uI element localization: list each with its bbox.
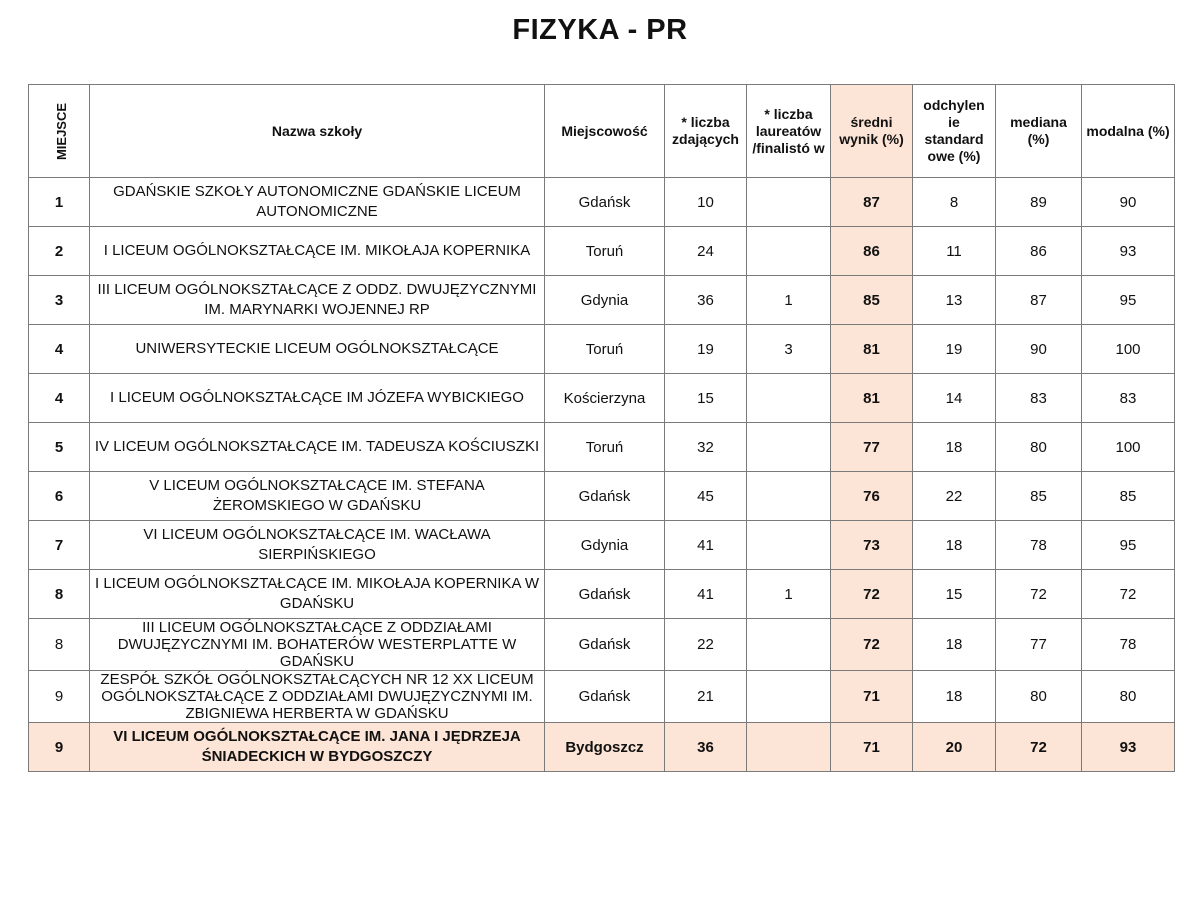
cell-median: 78 [996, 521, 1082, 570]
cell-laureates [747, 671, 831, 723]
header-stddev: odchylen ie standard owe (%) [913, 85, 996, 178]
page-title: FIZYKA - PR [512, 14, 688, 46]
cell-mode: 72 [1082, 570, 1175, 619]
cell-laureates [747, 521, 831, 570]
cell-mode: 85 [1082, 472, 1175, 521]
cell-mode: 80 [1082, 671, 1175, 723]
header-city: Miejscowość [545, 85, 665, 178]
cell-rank: 3 [29, 276, 90, 325]
cell-takers: 15 [665, 374, 747, 423]
cell-school: III LICEUM OGÓLNOKSZTAŁCĄCE Z ODDZIAŁAMI DWUJĘZYCZNYMI IM. BOHATERÓW WESTERPLATTE W GDAŃSKU [90, 619, 545, 671]
cell-laureates: 3 [747, 325, 831, 374]
header-takers: * liczba zdających [665, 85, 747, 178]
cell-median: 72 [996, 723, 1082, 772]
cell-takers: 21 [665, 671, 747, 723]
table-row [29, 423, 1175, 472]
cell-average: 72 [831, 570, 913, 619]
cell-city: Gdańsk [545, 619, 665, 671]
cell-mode: 95 [1082, 521, 1175, 570]
cell-city: Toruń [545, 423, 665, 472]
cell-laureates [747, 723, 831, 772]
cell-takers: 45 [665, 472, 747, 521]
cell-rank: 4 [29, 325, 90, 374]
cell-city: Bydgoszcz [545, 723, 665, 772]
cell-mode: 93 [1082, 723, 1175, 772]
cell-laureates: 1 [747, 276, 831, 325]
cell-city: Gdynia [545, 521, 665, 570]
cell-median: 86 [996, 227, 1082, 276]
cell-stddev: 18 [913, 521, 996, 570]
cell-rank: 8 [29, 570, 90, 619]
cell-median: 85 [996, 472, 1082, 521]
cell-laureates [747, 374, 831, 423]
cell-mode: 100 [1082, 423, 1175, 472]
cell-mode: 78 [1082, 619, 1175, 671]
cell-median: 87 [996, 276, 1082, 325]
table-header-row [29, 85, 1175, 178]
cell-takers: 41 [665, 521, 747, 570]
table-row [29, 472, 1175, 521]
cell-school: V LICEUM OGÓLNOKSZTAŁCĄCE IM. STEFANA ŻEROMSKIEGO W GDAŃSKU [90, 472, 545, 521]
cell-rank: 7 [29, 521, 90, 570]
cell-mode: 95 [1082, 276, 1175, 325]
cell-mode: 83 [1082, 374, 1175, 423]
cell-rank: 9 [29, 723, 90, 772]
header-mode: modalna (%) [1082, 85, 1175, 178]
cell-city: Gdynia [545, 276, 665, 325]
cell-city: Toruń [545, 325, 665, 374]
cell-median: 80 [996, 671, 1082, 723]
table-row [29, 521, 1175, 570]
cell-average: 71 [831, 723, 913, 772]
cell-stddev: 14 [913, 374, 996, 423]
table-row [29, 325, 1175, 374]
cell-rank: 5 [29, 423, 90, 472]
cell-city: Toruń [545, 227, 665, 276]
cell-median: 80 [996, 423, 1082, 472]
cell-school: I LICEUM OGÓLNOKSZTAŁCĄCE IM JÓZEFA WYBICKIEGO [90, 374, 545, 423]
cell-takers: 10 [665, 178, 747, 227]
table-row [29, 619, 1175, 671]
cell-laureates [747, 619, 831, 671]
cell-stddev: 18 [913, 671, 996, 723]
cell-school: IV LICEUM OGÓLNOKSZTAŁCĄCE IM. TADEUSZA KOŚCIUSZKI [90, 423, 545, 472]
cell-stddev: 13 [913, 276, 996, 325]
cell-rank: 1 [29, 178, 90, 227]
table-row [29, 671, 1175, 723]
table-row [29, 178, 1175, 227]
cell-school: I LICEUM OGÓLNOKSZTAŁCĄCE IM. MIKOŁAJA KOPERNIKA W GDAŃSKU [90, 570, 545, 619]
cell-city: Gdańsk [545, 178, 665, 227]
cell-median: 90 [996, 325, 1082, 374]
cell-laureates [747, 178, 831, 227]
cell-laureates: 1 [747, 570, 831, 619]
cell-laureates [747, 227, 831, 276]
cell-stddev: 18 [913, 423, 996, 472]
header-median: mediana (%) [996, 85, 1082, 178]
cell-mode: 90 [1082, 178, 1175, 227]
cell-stddev: 20 [913, 723, 996, 772]
cell-average: 72 [831, 619, 913, 671]
cell-stddev: 19 [913, 325, 996, 374]
cell-school: I LICEUM OGÓLNOKSZTAŁCĄCE IM. MIKOŁAJA KOPERNIKA [90, 227, 545, 276]
header-laureates: * liczba laureatów /finalistó w [747, 85, 831, 178]
cell-rank: 9 [29, 671, 90, 723]
cell-school: VI LICEUM OGÓLNOKSZTAŁCĄCE IM. JANA I JĘDRZEJA ŚNIADECKICH W BYDGOSZCZY [90, 723, 545, 772]
cell-rank: 4 [29, 374, 90, 423]
cell-school: UNIWERSYTECKIE LICEUM OGÓLNOKSZTAŁCĄCE [90, 325, 545, 374]
table-row [29, 276, 1175, 325]
cell-average: 81 [831, 374, 913, 423]
cell-stddev: 11 [913, 227, 996, 276]
cell-city: Gdańsk [545, 472, 665, 521]
cell-stddev: 18 [913, 619, 996, 671]
cell-takers: 36 [665, 276, 747, 325]
table-row [29, 570, 1175, 619]
table-row [29, 227, 1175, 276]
cell-average: 73 [831, 521, 913, 570]
cell-takers: 19 [665, 325, 747, 374]
cell-city: Kościerzyna [545, 374, 665, 423]
cell-takers: 22 [665, 619, 747, 671]
cell-takers: 36 [665, 723, 747, 772]
results-table [28, 84, 1175, 772]
cell-takers: 24 [665, 227, 747, 276]
cell-median: 89 [996, 178, 1082, 227]
cell-average: 76 [831, 472, 913, 521]
cell-average: 87 [831, 178, 913, 227]
cell-average: 77 [831, 423, 913, 472]
cell-stddev: 15 [913, 570, 996, 619]
cell-stddev: 22 [913, 472, 996, 521]
header-rank: MIEJSCE [29, 85, 90, 178]
cell-takers: 41 [665, 570, 747, 619]
cell-school: III LICEUM OGÓLNOKSZTAŁCĄCE Z ODDZ. DWUJĘZYCZNYMI IM. MARYNARKI WOJENNEJ RP [90, 276, 545, 325]
cell-median: 72 [996, 570, 1082, 619]
table-row [29, 374, 1175, 423]
cell-takers: 32 [665, 423, 747, 472]
cell-median: 77 [996, 619, 1082, 671]
cell-rank: 6 [29, 472, 90, 521]
cell-school: ZESPÓŁ SZKÓŁ OGÓLNOKSZTAŁCĄCYCH NR 12 XX LICEUM OGÓLNOKSZTAŁCĄCE Z ODDZIAŁAMI DWUJĘZYCZNYMI IM. ZBIGNIEWA HERBERTA W GDAŃSKU [90, 671, 545, 723]
cell-rank: 2 [29, 227, 90, 276]
cell-laureates [747, 423, 831, 472]
cell-laureates [747, 472, 831, 521]
cell-average: 86 [831, 227, 913, 276]
cell-stddev: 8 [913, 178, 996, 227]
cell-school: VI LICEUM OGÓLNOKSZTAŁCĄCE IM. WACŁAWA SIERPIŃSKIEGO [90, 521, 545, 570]
cell-rank: 8 [29, 619, 90, 671]
cell-city: Gdańsk [545, 671, 665, 723]
cell-average: 81 [831, 325, 913, 374]
cell-city: Gdańsk [545, 570, 665, 619]
header-average: średni wynik (%) [831, 85, 913, 178]
table-row-highlighted [29, 723, 1175, 772]
cell-mode: 100 [1082, 325, 1175, 374]
cell-average: 71 [831, 671, 913, 723]
cell-mode: 93 [1082, 227, 1175, 276]
header-school: Nazwa szkoły [90, 85, 545, 178]
cell-school: GDAŃSKIE SZKOŁY AUTONOMICZNE GDAŃSKIE LICEUM AUTONOMICZNE [90, 178, 545, 227]
cell-average: 85 [831, 276, 913, 325]
cell-median: 83 [996, 374, 1082, 423]
